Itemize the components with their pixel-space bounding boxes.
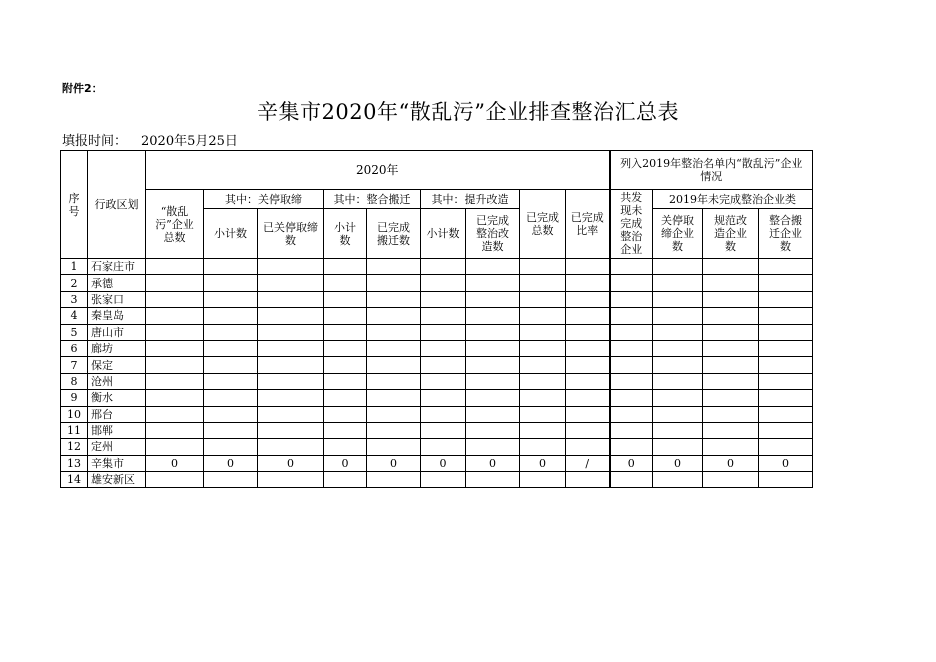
table-cell[interactable] <box>566 324 610 340</box>
table-cell[interactable] <box>703 373 759 389</box>
table-cell[interactable] <box>520 472 566 488</box>
table-cell[interactable] <box>367 406 421 422</box>
table-cell[interactable] <box>466 439 520 455</box>
table-cell[interactable] <box>610 259 653 275</box>
table-cell[interactable] <box>466 422 520 438</box>
table-cell[interactable] <box>324 357 367 373</box>
table-cell[interactable] <box>759 275 813 291</box>
row-region: 石家庄市 <box>88 259 146 275</box>
table-cell[interactable] <box>204 390 258 406</box>
table-cell[interactable]: 0 <box>421 455 466 471</box>
table-cell[interactable] <box>703 324 759 340</box>
header-seq: 序号 <box>61 151 88 259</box>
table-cell[interactable] <box>520 275 566 291</box>
table-cell[interactable] <box>367 291 421 307</box>
table-cell[interactable] <box>466 340 520 356</box>
header-close-done: 已关停取缔数 <box>258 209 324 259</box>
table-cell[interactable] <box>146 291 204 307</box>
table-cell[interactable] <box>367 340 421 356</box>
row-number: 14 <box>61 472 88 488</box>
table-cell[interactable] <box>421 422 466 438</box>
table-cell[interactable] <box>566 373 610 389</box>
table-cell[interactable]: 0 <box>367 455 421 471</box>
table-cell[interactable] <box>653 324 703 340</box>
table-cell[interactable] <box>204 275 258 291</box>
table-cell[interactable] <box>258 373 324 389</box>
table-cell[interactable] <box>703 390 759 406</box>
row-number: 11 <box>61 422 88 438</box>
fill-time <box>62 130 252 149</box>
table-cell[interactable] <box>466 275 520 291</box>
table-cell[interactable] <box>566 259 610 275</box>
table-cell[interactable] <box>566 275 610 291</box>
table-cell[interactable] <box>759 439 813 455</box>
table-cell[interactable] <box>610 324 653 340</box>
table-cell[interactable] <box>610 422 653 438</box>
table-cell[interactable] <box>324 291 367 307</box>
header-year-2020: 2020年 <box>146 151 610 190</box>
table-cell[interactable] <box>258 472 324 488</box>
table-cell[interactable] <box>324 275 367 291</box>
table-cell[interactable]: 0 <box>703 455 759 471</box>
table-cell[interactable] <box>324 324 367 340</box>
table-row <box>61 455 813 471</box>
table-cell[interactable] <box>324 390 367 406</box>
table-row <box>61 472 813 488</box>
table-row <box>61 406 813 422</box>
header-standard-upgrade-count: 规范改造企业数 <box>703 209 759 259</box>
table-cell[interactable] <box>324 373 367 389</box>
row-number: 8 <box>61 373 88 389</box>
table-cell[interactable] <box>146 357 204 373</box>
table-cell[interactable] <box>324 422 367 438</box>
row-region: 沧州 <box>88 373 146 389</box>
table-cell[interactable] <box>421 291 466 307</box>
table-cell[interactable] <box>258 357 324 373</box>
table-cell[interactable] <box>653 275 703 291</box>
table-cell[interactable] <box>653 390 703 406</box>
table-cell[interactable] <box>566 308 610 324</box>
table-cell[interactable] <box>258 259 324 275</box>
table-cell[interactable] <box>204 422 258 438</box>
table-cell[interactable] <box>610 373 653 389</box>
table-cell[interactable] <box>520 324 566 340</box>
row-number: 10 <box>61 406 88 422</box>
table-cell[interactable] <box>703 275 759 291</box>
table-cell[interactable] <box>759 259 813 275</box>
header-close-sub: 小计数 <box>204 209 258 259</box>
table-cell[interactable] <box>367 373 421 389</box>
table-cell[interactable] <box>324 340 367 356</box>
table-cell[interactable] <box>466 406 520 422</box>
table-cell[interactable]: 0 <box>520 455 566 471</box>
table-cell[interactable] <box>610 406 653 422</box>
row-region: 辛集市 <box>88 455 146 471</box>
header-closing-count: 关停取缔企业数 <box>653 209 703 259</box>
table-cell[interactable] <box>324 308 367 324</box>
table-cell[interactable] <box>324 406 367 422</box>
table-cell[interactable] <box>367 390 421 406</box>
table-cell[interactable] <box>520 340 566 356</box>
table-cell[interactable] <box>258 390 324 406</box>
table-cell[interactable] <box>759 422 813 438</box>
table-cell[interactable] <box>759 291 813 307</box>
table-cell[interactable]: 0 <box>146 455 204 471</box>
table-cell[interactable] <box>520 439 566 455</box>
table-cell[interactable] <box>421 357 466 373</box>
table-cell[interactable] <box>466 390 520 406</box>
table-cell[interactable] <box>146 390 204 406</box>
row-number: 4 <box>61 308 88 324</box>
table-cell[interactable] <box>610 439 653 455</box>
row-region: 邢台 <box>88 406 146 422</box>
table-cell[interactable] <box>146 422 204 438</box>
header-found-incomplete <box>610 190 653 259</box>
table-cell[interactable] <box>204 373 258 389</box>
row-number: 5 <box>61 324 88 340</box>
table-cell[interactable] <box>566 390 610 406</box>
table-cell[interactable] <box>466 259 520 275</box>
header-relocation-count: 整合搬迁企业数 <box>759 209 813 259</box>
table-cell[interactable] <box>146 259 204 275</box>
table-cell[interactable] <box>703 439 759 455</box>
table-cell[interactable] <box>520 308 566 324</box>
table-cell[interactable] <box>421 390 466 406</box>
attachment-label: 附件2： <box>62 82 103 95</box>
table-cell[interactable] <box>703 422 759 438</box>
header-done-ratio: 已完成比率 <box>566 190 610 259</box>
table-cell[interactable] <box>759 308 813 324</box>
table-cell[interactable] <box>520 259 566 275</box>
table-cell[interactable] <box>367 422 421 438</box>
table-cell[interactable] <box>466 357 520 373</box>
table-row <box>61 308 813 324</box>
table-cell[interactable] <box>146 340 204 356</box>
table-cell[interactable] <box>653 406 703 422</box>
header-relocate-group: 其中：整合搬迁 <box>324 190 421 209</box>
table-cell[interactable] <box>566 422 610 438</box>
page-title: 辛集市2020年“散乱污”企业排查整治汇总表 <box>257 100 679 124</box>
table-cell[interactable] <box>610 390 653 406</box>
table-cell[interactable] <box>367 259 421 275</box>
table-row <box>61 373 813 389</box>
table-cell[interactable] <box>520 373 566 389</box>
header-relocate-done: 已完成搬迁数 <box>367 209 421 259</box>
table-row <box>61 422 813 438</box>
table-cell[interactable] <box>703 291 759 307</box>
table-row <box>61 324 813 340</box>
table-cell[interactable] <box>466 373 520 389</box>
header-region: 行政区划 <box>88 151 146 259</box>
header-found-incomplete-text: 共发现未完成整治企业 <box>620 191 643 255</box>
header-done-total: 已完成总数 <box>520 190 566 259</box>
table-cell[interactable] <box>759 472 813 488</box>
table-cell[interactable]: 0 <box>324 455 367 471</box>
table-row <box>61 291 813 307</box>
table-cell[interactable] <box>566 357 610 373</box>
table-cell[interactable] <box>759 340 813 356</box>
table-cell[interactable]: / <box>566 455 610 471</box>
table-cell[interactable] <box>759 373 813 389</box>
table-cell[interactable] <box>759 406 813 422</box>
row-number: 7 <box>61 357 88 373</box>
table-cell[interactable] <box>421 259 466 275</box>
table-cell[interactable] <box>520 357 566 373</box>
table-cell[interactable] <box>653 259 703 275</box>
table-row <box>61 357 813 373</box>
row-number: 9 <box>61 390 88 406</box>
table-cell[interactable] <box>466 472 520 488</box>
table-cell[interactable]: 0 <box>466 455 520 471</box>
table-cell[interactable] <box>421 472 466 488</box>
table-cell[interactable] <box>653 439 703 455</box>
table-cell[interactable] <box>466 308 520 324</box>
header-relocate-sub: 小计数 <box>324 209 367 259</box>
table-cell[interactable] <box>204 308 258 324</box>
header-total: “散乱污”企业总数 <box>146 190 204 259</box>
table-cell[interactable] <box>610 275 653 291</box>
table-cell[interactable] <box>566 340 610 356</box>
row-number: 2 <box>61 275 88 291</box>
row-region: 保定 <box>88 357 146 373</box>
row-region: 承德 <box>88 275 146 291</box>
table-cell[interactable] <box>258 308 324 324</box>
table-cell[interactable] <box>653 422 703 438</box>
row-number: 1 <box>61 259 88 275</box>
table-cell[interactable] <box>146 439 204 455</box>
row-region: 雄安新区 <box>88 472 146 488</box>
table-cell[interactable] <box>367 439 421 455</box>
table-cell[interactable] <box>324 439 367 455</box>
table-cell[interactable] <box>146 275 204 291</box>
table-cell[interactable] <box>610 308 653 324</box>
table-cell[interactable] <box>703 259 759 275</box>
table-cell[interactable] <box>146 472 204 488</box>
row-number: 12 <box>61 439 88 455</box>
table-row <box>61 275 813 291</box>
table-cell[interactable] <box>421 373 466 389</box>
row-number: 6 <box>61 340 88 356</box>
row-number: 3 <box>61 291 88 307</box>
table-cell[interactable] <box>258 439 324 455</box>
table-cell[interactable] <box>566 406 610 422</box>
table-cell[interactable] <box>367 472 421 488</box>
table-cell[interactable] <box>703 308 759 324</box>
table-cell[interactable] <box>258 422 324 438</box>
table-cell[interactable] <box>204 406 258 422</box>
table-cell[interactable]: 0 <box>759 455 813 471</box>
fill-time-value: 2020年5月25日 <box>141 134 238 149</box>
table-cell[interactable] <box>566 291 610 307</box>
table-cell[interactable] <box>466 324 520 340</box>
table-cell[interactable] <box>520 422 566 438</box>
table-cell[interactable] <box>258 291 324 307</box>
table-cell[interactable] <box>204 259 258 275</box>
table-cell[interactable] <box>146 406 204 422</box>
table-cell[interactable] <box>258 406 324 422</box>
row-region: 衡水 <box>88 390 146 406</box>
row-region: 定州 <box>88 439 146 455</box>
table-cell[interactable] <box>204 472 258 488</box>
table-cell[interactable] <box>653 308 703 324</box>
table-cell[interactable] <box>367 308 421 324</box>
header-upgrade-done: 已完成整治改造数 <box>466 209 520 259</box>
table-cell[interactable] <box>146 373 204 389</box>
table-row <box>61 340 813 356</box>
table-cell[interactable] <box>653 373 703 389</box>
table-cell[interactable] <box>324 472 367 488</box>
table-cell[interactable] <box>653 357 703 373</box>
table-cell[interactable] <box>566 439 610 455</box>
table-cell[interactable]: 0 <box>653 455 703 471</box>
table-cell[interactable] <box>146 308 204 324</box>
header-listed-2019: 列入2019年整治名单内“散乱污”企业情况 <box>610 151 813 190</box>
table-cell[interactable] <box>653 472 703 488</box>
table-cell[interactable] <box>520 406 566 422</box>
table-cell[interactable] <box>204 357 258 373</box>
table-cell[interactable] <box>421 340 466 356</box>
table-cell[interactable] <box>367 275 421 291</box>
table-cell[interactable] <box>421 406 466 422</box>
table-cell[interactable] <box>520 390 566 406</box>
fill-time-label: 填报时间： <box>62 134 128 149</box>
row-region: 张家口 <box>88 291 146 307</box>
row-region: 秦皇岛 <box>88 308 146 324</box>
table-cell[interactable] <box>653 340 703 356</box>
header-close-group: 其中：关停取缔 <box>204 190 324 209</box>
table-cell[interactable] <box>258 340 324 356</box>
table-cell[interactable] <box>324 259 367 275</box>
table-cell[interactable] <box>610 340 653 356</box>
table-cell[interactable] <box>367 324 421 340</box>
table-cell[interactable]: 0 <box>204 455 258 471</box>
table-cell[interactable] <box>759 390 813 406</box>
header-upgrade-group: 其中：提升改造 <box>421 190 520 209</box>
row-region: 邯郸 <box>88 422 146 438</box>
table-cell[interactable] <box>421 439 466 455</box>
table-cell[interactable] <box>653 291 703 307</box>
table-cell[interactable] <box>703 340 759 356</box>
table-cell[interactable] <box>703 357 759 373</box>
row-region: 廊坊 <box>88 340 146 356</box>
table-cell[interactable] <box>258 275 324 291</box>
table-row <box>61 439 813 455</box>
row-region: 唐山市 <box>88 324 146 340</box>
table-cell[interactable] <box>703 472 759 488</box>
table-row <box>61 390 813 406</box>
table-cell[interactable] <box>520 291 566 307</box>
table-cell[interactable] <box>421 324 466 340</box>
table-cell[interactable]: 0 <box>610 455 653 471</box>
table-cell[interactable] <box>610 291 653 307</box>
table-cell[interactable] <box>759 357 813 373</box>
table-cell[interactable] <box>566 472 610 488</box>
table-cell[interactable] <box>204 291 258 307</box>
table-cell[interactable] <box>421 275 466 291</box>
table-cell[interactable] <box>204 439 258 455</box>
table-cell[interactable] <box>466 291 520 307</box>
table-cell[interactable] <box>703 406 759 422</box>
header-upgrade-sub: 小计数 <box>421 209 466 259</box>
table-cell[interactable] <box>610 472 653 488</box>
row-number: 13 <box>61 455 88 471</box>
table-cell[interactable] <box>759 324 813 340</box>
header-incomplete-2019-group: 2019年未完成整治企业类 <box>653 190 813 209</box>
table-cell[interactable] <box>367 357 421 373</box>
table-row <box>61 259 813 275</box>
table-cell[interactable] <box>610 357 653 373</box>
table-cell[interactable] <box>146 324 204 340</box>
table-cell[interactable] <box>258 324 324 340</box>
summary-table <box>60 150 813 488</box>
table-cell[interactable] <box>421 308 466 324</box>
table-cell[interactable] <box>204 340 258 356</box>
table-cell[interactable] <box>204 324 258 340</box>
table-cell[interactable]: 0 <box>258 455 324 471</box>
